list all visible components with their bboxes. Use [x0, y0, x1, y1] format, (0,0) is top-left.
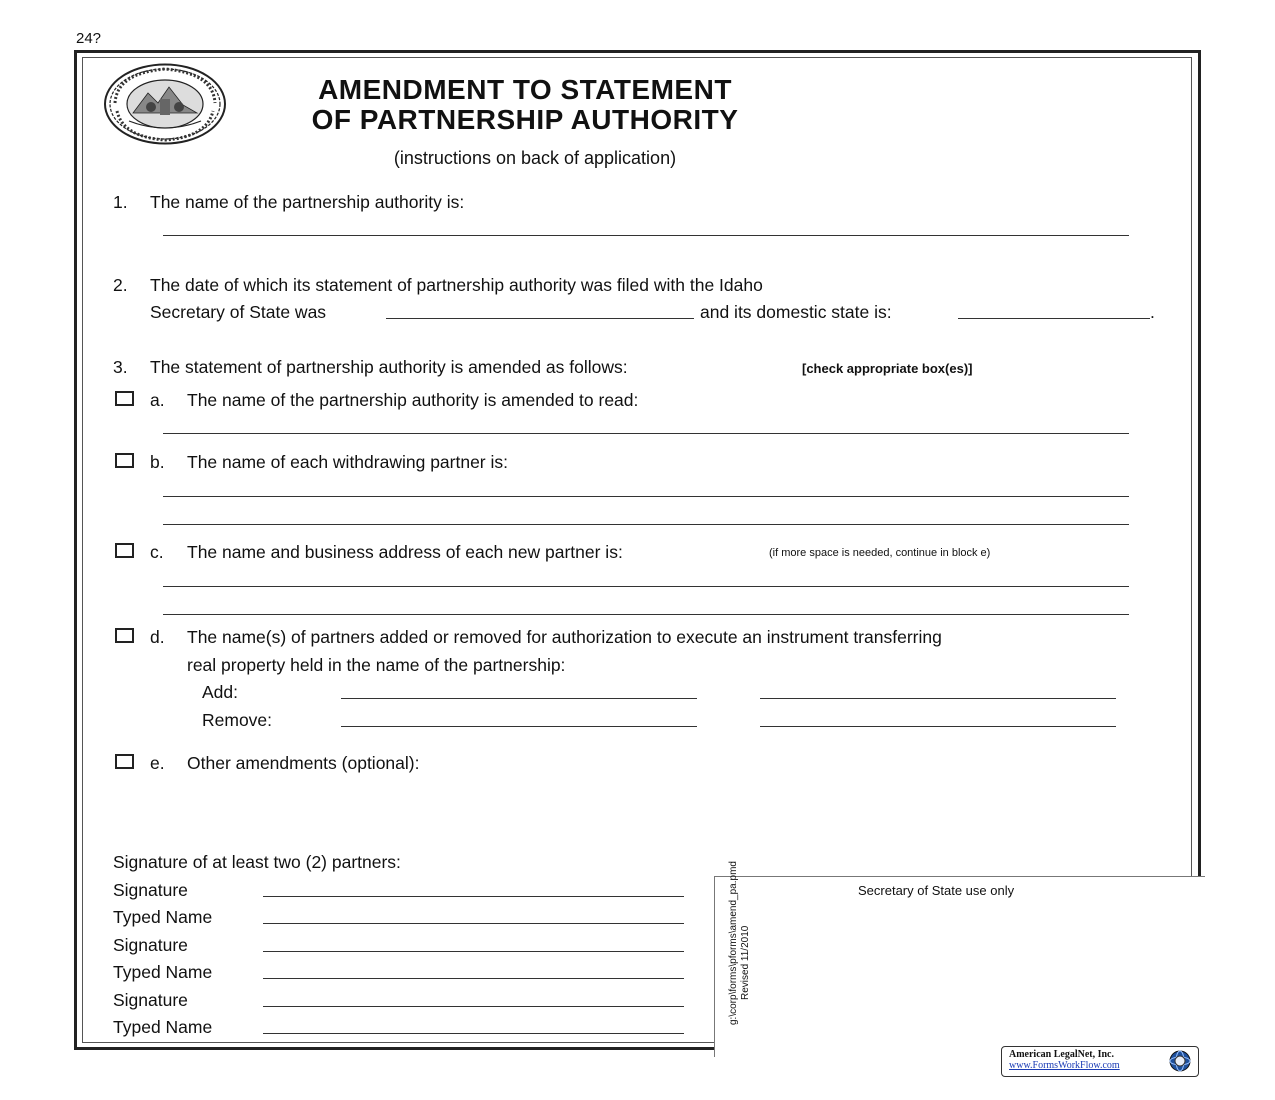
form-title-line1: AMENDMENT TO STATEMENT	[318, 74, 732, 105]
item2-number: 2.	[113, 275, 128, 295]
partnership-name-field[interactable]	[163, 235, 1129, 236]
typed-name-label-1: Typed Name	[113, 907, 213, 927]
signature-label-1: Signature	[113, 880, 188, 900]
item2-label-line2a: Secretary of State was	[150, 302, 327, 322]
item-c-letter: c.	[150, 542, 164, 562]
item-a-label: The name of the partnership authority is amended to read:	[187, 390, 639, 410]
remove-partner-field-2[interactable]	[760, 726, 1116, 727]
item-e-label: Other amendments (optional):	[187, 753, 420, 773]
checkbox-a[interactable]	[115, 391, 134, 406]
form-file-path: g:\corp\forms\pforms\amend_pa.pmd	[728, 861, 739, 1025]
signature-field-3[interactable]	[263, 1006, 684, 1007]
item1-label: The name of the partnership authority is:	[150, 192, 465, 212]
domestic-state-field[interactable]	[958, 318, 1150, 319]
checkbox-d[interactable]	[115, 628, 134, 643]
item-c-note: (if more space is needed, continue in block e)	[769, 547, 991, 559]
typed-name-field-1[interactable]	[263, 923, 684, 924]
checkbox-e[interactable]	[115, 754, 134, 769]
item-b-letter: b.	[150, 452, 165, 472]
typed-name-field-3[interactable]	[263, 1033, 684, 1034]
add-label: Add:	[202, 682, 238, 702]
item2-period: .	[1150, 302, 1155, 322]
signature-field-2[interactable]	[263, 951, 684, 952]
item1-number: 1.	[113, 192, 128, 212]
item-e-letter: e.	[150, 753, 165, 773]
item2-label-line1: The date of which its statement of partnership authority was filed with the Idaho	[150, 275, 763, 295]
signature-label-2: Signature	[113, 935, 188, 955]
item-c-label: The name and business address of each new partner is:	[187, 542, 623, 562]
globe-logo-icon	[1166, 1049, 1194, 1073]
filing-date-field[interactable]	[386, 318, 694, 319]
add-partner-field-2[interactable]	[760, 698, 1116, 699]
form-subtitle: (instructions on back of application)	[393, 148, 677, 168]
form-revised-date: Revised 11/2010	[740, 925, 751, 1000]
item-a-letter: a.	[150, 390, 165, 410]
new-partner-field-2[interactable]	[163, 614, 1129, 615]
badge-link[interactable]: www.FormsWorkFlow.com	[1009, 1060, 1120, 1071]
signature-label-3: Signature	[113, 990, 188, 1010]
badge-name: American LegalNet, Inc.	[1009, 1049, 1114, 1060]
item-d-label-line1: The name(s) of partners added or removed for authorization to execute an instrument transferring	[187, 627, 942, 647]
legalnet-badge[interactable]	[1001, 1046, 1199, 1077]
checkbox-b[interactable]	[115, 453, 134, 468]
typed-name-label-3: Typed Name	[113, 1017, 213, 1037]
item-b-label: The name of each withdrawing partner is:	[187, 452, 508, 472]
form-revision-info	[728, 861, 752, 1035]
page-number: 24?	[76, 30, 102, 47]
add-partner-field-1[interactable]	[341, 698, 697, 699]
typed-name-field-2[interactable]	[263, 978, 684, 979]
office-use-box	[714, 876, 1205, 1057]
withdrawing-partner-field-2[interactable]	[163, 524, 1129, 525]
form-title-line2: OF PARTNERSHIP AUTHORITY	[311, 104, 739, 135]
signature-heading: Signature of at least two (2) partners:	[113, 852, 401, 872]
typed-name-label-2: Typed Name	[113, 962, 213, 982]
item-d-label-line2: real property held in the name of the partnership:	[187, 655, 566, 675]
new-partner-field-1[interactable]	[163, 586, 1129, 587]
remove-partner-field-1[interactable]	[341, 726, 697, 727]
item3-number: 3.	[113, 357, 128, 377]
item-d-letter: d.	[150, 627, 165, 647]
amended-name-field[interactable]	[163, 433, 1129, 434]
signature-field-1[interactable]	[263, 896, 684, 897]
checkbox-c[interactable]	[115, 543, 134, 558]
item2-label-line2b: and its domestic state is:	[700, 302, 892, 322]
item3-note: [check appropriate box(es)]	[802, 361, 973, 376]
remove-label: Remove:	[202, 710, 273, 730]
office-use-label: Secretary of State use only	[858, 883, 1015, 898]
item3-label: The statement of partnership authority is amended as follows:	[150, 357, 628, 377]
withdrawing-partner-field-1[interactable]	[163, 496, 1129, 497]
